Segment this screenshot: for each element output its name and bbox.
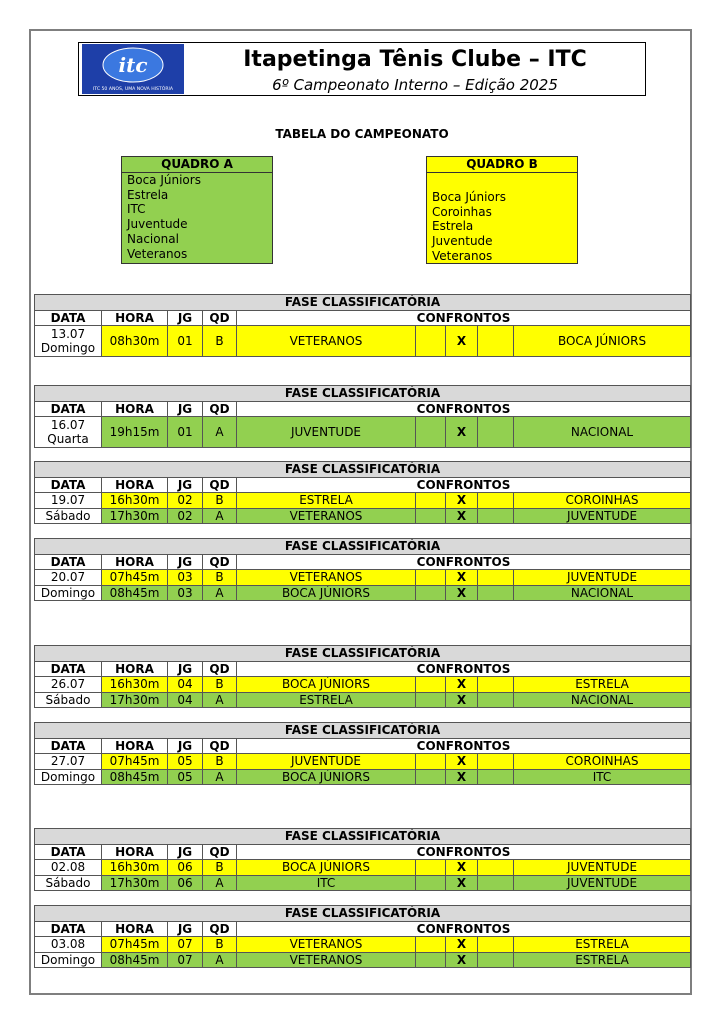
fase-label: FASE CLASSIFICATÓRIA (35, 539, 691, 555)
col-data: DATA (35, 738, 102, 754)
championship-subtitle: 6º Campeonato Interno – Edição 2025 (272, 76, 558, 94)
match-date: 03.08 (35, 937, 102, 953)
game-quadro: B (203, 326, 237, 357)
schedule-block (34, 461, 690, 524)
match-date: 20.07 (35, 570, 102, 586)
col-data: DATA (35, 401, 102, 417)
score-home (416, 585, 446, 601)
quadro-b-team: Boca Júniors (432, 190, 506, 204)
col-hora: HORA (102, 844, 168, 860)
game-number: 02 (168, 493, 203, 509)
versus-mark: X (446, 769, 478, 785)
schedule-table (34, 828, 691, 891)
home-team: VETERANOS (237, 937, 416, 953)
versus-mark: X (446, 508, 478, 524)
schedule-table (34, 538, 691, 601)
schedule-block (34, 294, 690, 357)
score-home (416, 692, 446, 708)
match-date: 26.07 (35, 677, 102, 693)
game-time: 16h30m (102, 493, 168, 509)
column-header-row (35, 554, 691, 570)
fase-label: FASE CLASSIFICATÓRIA (35, 462, 691, 478)
game-quadro: B (203, 570, 237, 586)
game-quadro: A (203, 417, 237, 448)
score-away (478, 508, 514, 524)
game-row (35, 677, 691, 693)
away-team: ESTRELA (514, 677, 691, 693)
game-quadro: A (203, 952, 237, 968)
club-title: Itapetinga Tênis Clube – ITC (243, 47, 587, 72)
home-team: VETERANOS (237, 508, 416, 524)
col-confrontos: CONFRONTOS (237, 921, 691, 937)
quadro-a-team: Juventude (127, 217, 188, 232)
match-weekday: Sábado (35, 508, 102, 524)
game-time: 16h30m (102, 677, 168, 693)
match-date: 02.08 (35, 860, 102, 876)
match-weekday: Domingo (35, 585, 102, 601)
fase-label: FASE CLASSIFICATÓRIA (35, 295, 691, 311)
home-team: VETERANOS (237, 952, 416, 968)
versus-mark: X (446, 417, 478, 448)
game-row (35, 417, 691, 448)
schedule-table (34, 461, 691, 524)
game-row (35, 860, 691, 876)
quadro-a-team: Nacional (127, 231, 179, 246)
game-quadro: B (203, 860, 237, 876)
game-quadro: A (203, 692, 237, 708)
game-row (35, 754, 691, 770)
versus-mark: X (446, 493, 478, 509)
date-cell (35, 326, 102, 357)
fase-row (35, 829, 691, 845)
game-number: 06 (168, 875, 203, 891)
logo-text: itc (118, 53, 148, 77)
score-away (478, 570, 514, 586)
score-home (416, 417, 446, 448)
score-away (478, 692, 514, 708)
versus-mark: X (446, 326, 478, 357)
col-jg: JG (168, 921, 203, 937)
score-away (478, 754, 514, 770)
score-home (416, 769, 446, 785)
game-time: 07h45m (102, 570, 168, 586)
away-team: ESTRELA (514, 937, 691, 953)
schedule-block (34, 828, 690, 891)
quadro-a-team: Veteranos (127, 246, 188, 261)
quadro-a-box (121, 156, 273, 264)
game-time: 08h30m (102, 326, 168, 357)
game-row (35, 875, 691, 891)
versus-mark: X (446, 585, 478, 601)
versus-mark: X (446, 754, 478, 770)
match-weekday: Domingo (35, 769, 102, 785)
col-qd: QD (203, 738, 237, 754)
match-weekday: Quarta (47, 432, 89, 447)
quadro-a-team: Estrela (127, 187, 169, 202)
home-team: VETERANOS (237, 326, 416, 357)
score-away (478, 769, 514, 785)
col-confrontos: CONFRONTOS (237, 554, 691, 570)
game-quadro: B (203, 493, 237, 509)
schedule-block (34, 645, 690, 708)
versus-mark: X (446, 860, 478, 876)
versus-mark: X (446, 677, 478, 693)
quadro-b-team: Coroinhas (432, 204, 492, 219)
column-header-row (35, 738, 691, 754)
home-team: JUVENTUDE (237, 417, 416, 448)
game-row (35, 937, 691, 953)
score-away (478, 875, 514, 891)
schedule-table (34, 645, 691, 708)
col-hora: HORA (102, 401, 168, 417)
quadro-a-team: Boca Júniors (127, 173, 201, 187)
col-jg: JG (168, 844, 203, 860)
date-cell (35, 417, 102, 448)
game-number: 03 (168, 585, 203, 601)
table-title: TABELA DO CAMPEONATO (275, 127, 449, 141)
away-team: NACIONAL (514, 585, 691, 601)
quadro-b-team: Veteranos (432, 248, 493, 263)
away-team: BOCA JÚNIORS (514, 326, 691, 357)
col-confrontos: CONFRONTOS (237, 401, 691, 417)
game-number: 05 (168, 754, 203, 770)
versus-mark: X (446, 570, 478, 586)
game-number: 07 (168, 937, 203, 953)
column-header-row (35, 921, 691, 937)
col-confrontos: CONFRONTOS (237, 661, 691, 677)
quadro-a-list (122, 173, 272, 261)
fase-row (35, 386, 691, 402)
score-away (478, 952, 514, 968)
score-away (478, 326, 514, 357)
game-number: 01 (168, 326, 203, 357)
fase-label: FASE CLASSIFICATÓRIA (35, 829, 691, 845)
col-data: DATA (35, 310, 102, 326)
col-hora: HORA (102, 554, 168, 570)
score-away (478, 937, 514, 953)
fase-label: FASE CLASSIFICATÓRIA (35, 386, 691, 402)
game-time: 19h15m (102, 417, 168, 448)
score-home (416, 952, 446, 968)
fase-row (35, 539, 691, 555)
fase-row (35, 723, 691, 739)
match-weekday: Domingo (40, 341, 96, 356)
game-quadro: A (203, 508, 237, 524)
game-row (35, 585, 691, 601)
match-date: 27.07 (35, 754, 102, 770)
col-hora: HORA (102, 921, 168, 937)
home-team: BOCA JÚNIORS (237, 585, 416, 601)
game-number: 06 (168, 860, 203, 876)
quadro-b-box (426, 156, 578, 264)
game-time: 17h30m (102, 508, 168, 524)
col-data: DATA (35, 844, 102, 860)
versus-mark: X (446, 937, 478, 953)
match-weekday: Sábado (35, 875, 102, 891)
col-qd: QD (203, 661, 237, 677)
schedule-table (34, 722, 691, 785)
versus-mark: X (446, 952, 478, 968)
game-quadro: B (203, 677, 237, 693)
score-away (478, 677, 514, 693)
game-row (35, 692, 691, 708)
game-time: 08h45m (102, 585, 168, 601)
schedule-block (34, 722, 690, 785)
game-quadro: A (203, 585, 237, 601)
schedule-table (34, 905, 691, 968)
home-team: ITC (237, 875, 416, 891)
col-qd: QD (203, 844, 237, 860)
game-time: 16h30m (102, 860, 168, 876)
col-qd: QD (203, 477, 237, 493)
versus-mark: X (446, 692, 478, 708)
match-weekday: Domingo (35, 952, 102, 968)
schedule-block (34, 385, 690, 448)
schedule-table (34, 385, 691, 448)
home-team: BOCA JÚNIORS (237, 769, 416, 785)
versus-mark: X (446, 875, 478, 891)
game-number: 04 (168, 692, 203, 708)
game-number: 03 (168, 570, 203, 586)
away-team: JUVENTUDE (514, 570, 691, 586)
away-team: COROINHAS (514, 493, 691, 509)
column-header-row (35, 844, 691, 860)
game-number: 07 (168, 952, 203, 968)
fase-label: FASE CLASSIFICATÓRIA (35, 646, 691, 662)
score-away (478, 860, 514, 876)
col-hora: HORA (102, 477, 168, 493)
home-team: BOCA JÚNIORS (237, 677, 416, 693)
game-row (35, 508, 691, 524)
away-team: JUVENTUDE (514, 508, 691, 524)
away-team: NACIONAL (514, 417, 691, 448)
score-home (416, 677, 446, 693)
score-home (416, 754, 446, 770)
match-weekday: Sábado (35, 692, 102, 708)
home-team: JUVENTUDE (237, 754, 416, 770)
game-quadro: A (203, 769, 237, 785)
col-jg: JG (168, 401, 203, 417)
column-header-row (35, 477, 691, 493)
match-date: 13.07 (50, 327, 86, 342)
home-team: BOCA JÚNIORS (237, 860, 416, 876)
col-jg: JG (168, 738, 203, 754)
game-quadro: B (203, 754, 237, 770)
score-home (416, 326, 446, 357)
col-jg: JG (168, 477, 203, 493)
quadro-a-team: ITC (127, 202, 146, 217)
game-row (35, 493, 691, 509)
game-number: 04 (168, 677, 203, 693)
game-number: 01 (168, 417, 203, 448)
col-data: DATA (35, 554, 102, 570)
score-home (416, 875, 446, 891)
col-qd: QD (203, 921, 237, 937)
col-qd: QD (203, 401, 237, 417)
fase-row (35, 646, 691, 662)
club-logo (82, 44, 184, 94)
match-date: 19.07 (35, 493, 102, 509)
away-team: ITC (514, 769, 691, 785)
col-data: DATA (35, 661, 102, 677)
column-header-row (35, 661, 691, 677)
home-team: VETERANOS (237, 570, 416, 586)
game-time: 08h45m (102, 952, 168, 968)
col-data: DATA (35, 921, 102, 937)
away-team: JUVENTUDE (514, 860, 691, 876)
col-hora: HORA (102, 738, 168, 754)
quadro-b-list (427, 173, 577, 264)
score-home (416, 493, 446, 509)
home-team: ESTRELA (237, 493, 416, 509)
game-number: 05 (168, 769, 203, 785)
home-team: ESTRELA (237, 692, 416, 708)
game-time: 07h45m (102, 937, 168, 953)
away-team: NACIONAL (514, 692, 691, 708)
game-time: 08h45m (102, 769, 168, 785)
score-home (416, 860, 446, 876)
away-team: JUVENTUDE (514, 875, 691, 891)
col-jg: JG (168, 310, 203, 326)
column-header-row (35, 401, 691, 417)
quadro-b-team: Juventude (432, 234, 493, 249)
game-row (35, 326, 691, 357)
col-data: DATA (35, 477, 102, 493)
score-home (416, 937, 446, 953)
quadro-a-title: QUADRO A (122, 157, 272, 173)
score-away (478, 585, 514, 601)
away-team: ESTRELA (514, 952, 691, 968)
col-confrontos: CONFRONTOS (237, 738, 691, 754)
col-jg: JG (168, 661, 203, 677)
score-home (416, 570, 446, 586)
quadro-b-title: QUADRO B (427, 157, 577, 173)
game-time: 17h30m (102, 692, 168, 708)
col-hora: HORA (102, 310, 168, 326)
fase-row (35, 906, 691, 922)
col-hora: HORA (102, 661, 168, 677)
game-row (35, 570, 691, 586)
game-time: 07h45m (102, 754, 168, 770)
game-quadro: B (203, 937, 237, 953)
fase-label: FASE CLASSIFICATÓRIA (35, 723, 691, 739)
fase-row (35, 462, 691, 478)
schedule-block (34, 905, 690, 968)
logo-tagline: ITC 50 ANOS, UMA NOVA HISTÓRIA (92, 87, 174, 92)
fase-label: FASE CLASSIFICATÓRIA (35, 906, 691, 922)
score-away (478, 493, 514, 509)
col-qd: QD (203, 310, 237, 326)
col-jg: JG (168, 554, 203, 570)
col-confrontos: CONFRONTOS (237, 844, 691, 860)
score-away (478, 417, 514, 448)
score-home (416, 508, 446, 524)
col-confrontos: CONFRONTOS (237, 477, 691, 493)
schedule-table (34, 294, 691, 357)
game-quadro: A (203, 875, 237, 891)
fase-row (35, 295, 691, 311)
game-row (35, 952, 691, 968)
column-header-row (35, 310, 691, 326)
schedule-block (34, 538, 690, 601)
quadro-b-team: Estrela (432, 219, 474, 234)
col-qd: QD (203, 554, 237, 570)
away-team: COROINHAS (514, 754, 691, 770)
col-confrontos: CONFRONTOS (237, 310, 691, 326)
match-date: 16.07 (50, 418, 86, 433)
game-time: 17h30m (102, 875, 168, 891)
game-row (35, 769, 691, 785)
game-number: 02 (168, 508, 203, 524)
